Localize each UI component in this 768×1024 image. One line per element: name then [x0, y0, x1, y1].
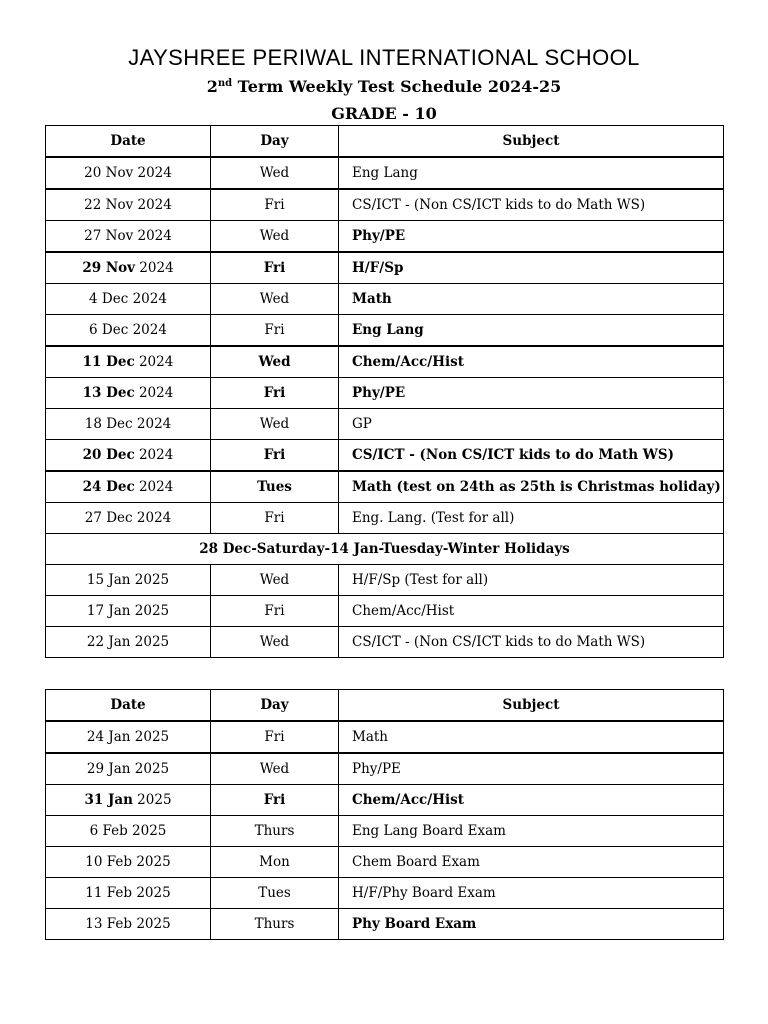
day-cell: Wed: [211, 565, 339, 596]
date-cell: 15 Jan 2025: [46, 565, 211, 596]
table-header-row: [46, 126, 724, 158]
term-ordinal: 2: [206, 77, 218, 96]
schedule-title: [0, 77, 768, 96]
subject-cell: Math: [339, 721, 724, 753]
date-text: 24 Jan 2025: [86, 729, 170, 745]
date-cell: [46, 157, 211, 189]
date-text: 6 Dec 2024: [89, 322, 167, 338]
table-row: [46, 785, 724, 816]
subject-cell: H/F/Sp: [339, 252, 724, 284]
date-bold: 31 Jan: [84, 792, 133, 808]
day-cell: Tues: [211, 471, 339, 503]
day-cell: Wed: [211, 627, 339, 658]
schedule-table-1: [45, 125, 724, 658]
subject-cell: Chem/Acc/Hist: [339, 596, 724, 627]
subject-cell: Math: [339, 284, 724, 315]
table-row: [46, 503, 724, 534]
date-text: 2024: [135, 260, 174, 276]
table-row: [46, 157, 724, 189]
date-cell: [46, 221, 211, 253]
table-row: [46, 878, 724, 909]
day-cell: Fri: [211, 503, 339, 534]
subject-cell: Math (test on 24th as 25th is Christmas holiday): [339, 471, 724, 503]
subject-cell: Chem/Acc/Hist: [339, 785, 724, 816]
day-cell: Fri: [211, 252, 339, 284]
grade-heading: GRADE - 10: [331, 104, 437, 123]
table-row: [46, 753, 724, 785]
subject-cell: Eng. Lang. (Test for all): [339, 503, 724, 534]
date-cell: 17 Jan 2025: [46, 596, 211, 627]
date-text: 10 Feb 2025: [85, 854, 171, 870]
column-header-subject: Subject: [339, 690, 724, 722]
table-row: [46, 315, 724, 347]
subject-cell: CS/ICT - (Non CS/ICT kids to do Math WS): [339, 440, 724, 472]
subject-cell: Chem Board Exam: [339, 847, 724, 878]
day-cell: Wed: [211, 753, 339, 785]
table-row: [46, 847, 724, 878]
day-cell: Wed: [211, 157, 339, 189]
date-text: 20 Nov 2024: [84, 165, 172, 181]
subject-cell: Chem/Acc/Hist: [339, 346, 724, 378]
school-name: JAYSHREE PERIWAL INTERNATIONAL SCHOOL: [128, 45, 640, 70]
table-row: [46, 189, 724, 221]
date-text: 4 Dec 2024: [89, 291, 167, 307]
day-cell: Wed: [211, 284, 339, 315]
date-text: 27 Nov 2024: [84, 228, 172, 244]
date-text: 18 Dec 2024: [84, 416, 172, 432]
table-row: [46, 909, 724, 940]
date-text: 22 Nov 2024: [84, 197, 172, 213]
subject-cell: Phy/PE: [339, 753, 724, 785]
day-cell: Fri: [211, 785, 339, 816]
day-cell: Thurs: [211, 816, 339, 847]
date-text: 2025: [132, 792, 172, 808]
day-cell: Fri: [211, 440, 339, 472]
date-cell: [46, 471, 211, 503]
date-cell: [46, 315, 211, 347]
subject-cell: CS/ICT - (Non CS/ICT kids to do Math WS): [339, 627, 724, 658]
table-row: [46, 440, 724, 472]
date-text: 13 Feb 2025: [85, 916, 171, 932]
date-text: 2024: [134, 354, 174, 370]
day-cell: Wed: [211, 346, 339, 378]
subject-cell: Phy Board Exam: [339, 909, 724, 940]
table-row: [46, 816, 724, 847]
date-cell: [46, 252, 211, 284]
subject-cell: Phy/PE: [339, 221, 724, 253]
day-cell: Fri: [211, 721, 339, 753]
holiday-note: 28 Dec-Saturday-14 Jan-Tuesday-Winter Holidays: [46, 534, 724, 565]
date-bold: 24 Dec: [82, 479, 135, 495]
term-suffix: nd: [217, 78, 233, 89]
date-text: 27 Dec 2024: [84, 510, 172, 526]
holiday-row: [46, 534, 724, 565]
date-cell: [46, 847, 211, 878]
table-row: [46, 409, 724, 440]
column-header-day: Day: [211, 690, 339, 722]
subject-cell: H/F/Phy Board Exam: [339, 878, 724, 909]
table-row: [46, 721, 724, 753]
table-header-row: [46, 690, 724, 722]
day-cell: Fri: [211, 378, 339, 409]
table-row: [46, 565, 724, 596]
date-cell: [46, 816, 211, 847]
column-header-date: Date: [46, 690, 211, 722]
table-row: [46, 346, 724, 378]
date-cell: [46, 284, 211, 315]
table-row: [46, 596, 724, 627]
date-cell: 22 Jan 2025: [46, 627, 211, 658]
date-cell: [46, 785, 211, 816]
date-cell: [46, 440, 211, 472]
table-row: [46, 252, 724, 284]
subject-cell: Eng Lang: [339, 157, 724, 189]
table-row: [46, 627, 724, 658]
day-cell: Wed: [211, 221, 339, 253]
term-title-rest: Term Weekly Test Schedule 2024-25: [232, 77, 562, 96]
day-cell: Mon: [211, 847, 339, 878]
date-text: 2024: [134, 385, 174, 401]
schedule-table-2: [45, 689, 724, 940]
column-header-date: Date: [46, 126, 211, 158]
date-text: 29 Jan 2025: [86, 761, 170, 777]
table-row: [46, 284, 724, 315]
date-text: 2024: [134, 447, 174, 463]
column-header-subject: Subject: [339, 126, 724, 158]
subject-cell: Eng Lang: [339, 315, 724, 347]
date-cell: [46, 378, 211, 409]
date-text: 11 Feb 2025: [85, 885, 171, 901]
date-text: 2024: [134, 479, 174, 495]
table-row: [46, 378, 724, 409]
table-row: [46, 221, 724, 253]
date-cell: [46, 503, 211, 534]
date-cell: [46, 909, 211, 940]
date-bold: 29 Nov: [82, 260, 136, 276]
date-text: 6 Feb 2025: [89, 823, 167, 839]
subject-cell: H/F/Sp (Test for all): [339, 565, 724, 596]
date-cell: [46, 189, 211, 221]
day-cell: Wed: [211, 409, 339, 440]
day-cell: Fri: [211, 596, 339, 627]
table-row: [46, 471, 724, 503]
date-cell: [46, 753, 211, 785]
date-cell: [46, 409, 211, 440]
date-bold: 11 Dec: [82, 354, 135, 370]
subject-cell: Phy/PE: [339, 378, 724, 409]
date-bold: 20 Dec: [82, 447, 135, 463]
date-bold: 13 Dec: [82, 385, 135, 401]
subject-cell: CS/ICT - (Non CS/ICT kids to do Math WS): [339, 189, 724, 221]
column-header-day: Day: [211, 126, 339, 158]
subject-cell: GP: [339, 409, 724, 440]
day-cell: Fri: [211, 189, 339, 221]
date-cell: [46, 721, 211, 753]
day-cell: Thurs: [211, 909, 339, 940]
date-cell: [46, 346, 211, 378]
day-cell: Tues: [211, 878, 339, 909]
date-cell: [46, 878, 211, 909]
subject-cell: Eng Lang Board Exam: [339, 816, 724, 847]
day-cell: Fri: [211, 315, 339, 347]
